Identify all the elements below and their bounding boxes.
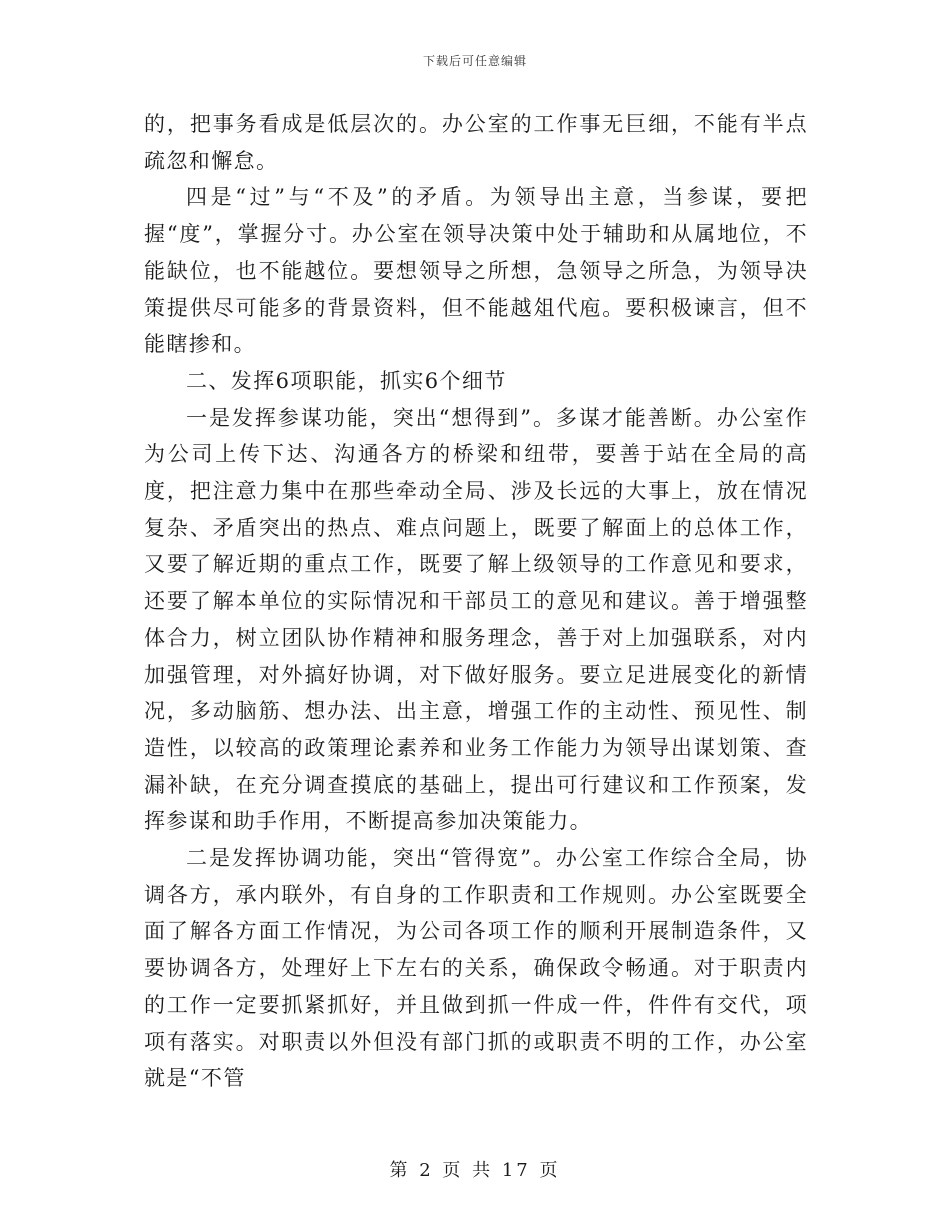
page-number: 第 2 页 共 17 页 bbox=[389, 1160, 561, 1181]
paragraph: 二是发挥协调功能，突出“管得宽”。办公室工作综合全局，协调各方，承内联外，有自身的工作职责和工作规则。办公室既要全面了解各方面工作情况，为公司各项工作的顺利开展制造条件，又要协调各方，处理好上下左右的关系，确保政令畅通。对于职责内的工作一定要抓紧抓好，并且做到抓一件成一件，件件有交代，项项有落实。对职责以外但没有部门抓的或职责不明的工作，办公室就是“不管 bbox=[144, 846, 808, 1091]
paragraph: 一是发挥参谋功能，突出“想得到”。多谋才能善断。办公室作为公司上传下达、沟通各方的桥梁和纽带，要善于站在全局的高度，把注意力集中在那些牵动全局、涉及长远的大事上，放在情况复杂、矛盾突出的热点、难点问题上，既要了解面上的总体工作，又要了解近期的重点工作，既要了解上级领导的工作意见和要求，还要了解本单位的实际情况和干部员工的意见和建议。善于增强整体合力，树立团队协作精神和服务理念，善于对上加强联系，对内加强管理，对外搞好协调，对下做好服务。要立足进展变化的新情况，多动脑筋、想办法、出主意，增强工作的主动性、预见性、制造性，以较高的政策理论素养和业务工作能力为领导出谋划策、查漏补缺，在充分调查摸底的基础上，提出可行建议和工作预案，发挥参谋和助手作用，不断提高参加决策能力。 bbox=[144, 405, 808, 834]
section-heading: 二、发挥6项职能，抓实6个细节 bbox=[186, 368, 507, 393]
paragraph: 的，把事务看成是低层次的。办公室的工作事无巨细，不能有半点疏忽和懈怠。 bbox=[144, 112, 808, 173]
page-header: 下载后可任意编辑 bbox=[422, 54, 527, 68]
document-body bbox=[144, 106, 808, 1097]
paragraph: 四是“过”与“不及”的矛盾。为领导出主意，当参谋，要把握“度”，掌握分寸。办公室在领导决策中处于辅助和从属地位，不能缺位，也不能越位。要想领导之所想，急领导之所急，为领导决策提供尽可能多的背景资料，但不能越俎代庖。要积极谏言，但不能瞎掺和。 bbox=[144, 185, 808, 357]
